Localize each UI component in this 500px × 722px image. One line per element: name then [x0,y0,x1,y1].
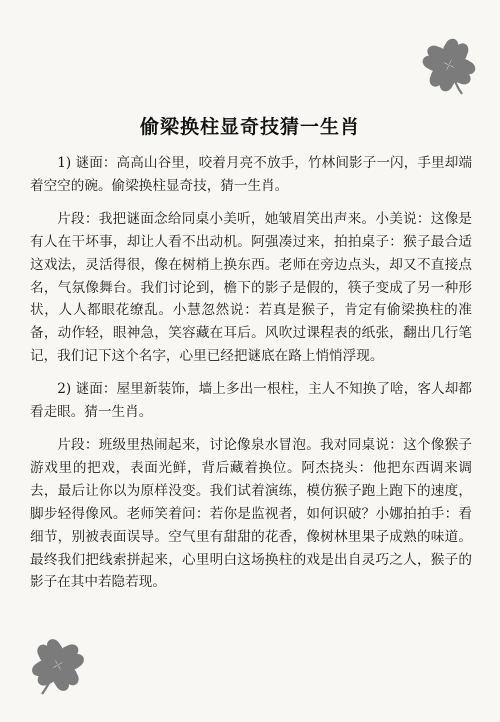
riddle-2-paragraph: 2) 谜面：屋里新装饰，墙上多出一根柱，主人不知换了啥，客人却都看走眼。猜一生肖。 [30,381,472,421]
article-body [30,152,472,594]
page-title: 偷梁换柱显奇技猜一生肖 [139,116,360,138]
four-leaf-clover-icon [418,34,480,96]
four-leaf-clover-icon [28,636,90,698]
excerpt-1-paragraph: 片段：我把谜面念给同桌小美听，她皱眉笑出声来。小美说：这像是有人在干坏事，却让人看不出动机。阿强凑过来，拍拍桌子：猴子最合适这戏法，灵活得很，像在树梢上换东西。老师在旁边点头，却又不直接点名，气氛像舞台。我们讨论到，檐下的影子是假的，筷子变成了另一种形状，人人都眼花缭乱。小慧忽然说：若真是猴子，肯定有偷梁换柱的准备，动作轻，眼神急，笑容藏在耳后。风吹过课程表的纸张，翻出几行笔记，我们记下这个名字，心里已经把谜底在路上悄悄浮现。 [30,210,472,365]
riddle-1-paragraph: 1) 谜面：高高山谷里，咬着月亮不放手，竹林间影子一闪，手里却端着空空的碗。偷梁换柱显奇技，猜一生肖。 [30,155,472,194]
excerpt-2-paragraph: 片段：班级里热闹起来，讨论像泉水冒泡。我对同桌说：这个像猴子游戏里的把戏，表面光鲜，背后藏着换位。阿杰挠头：他把东西调来调去，最后让你以为原样没变。我们试着演练，模仿猴子跑上跑下的速度，脚步轻得像风。老师笑着问：若你是监视者，如何识破？小娜拍拍手：看细节，别被表面误导。空气里有甜甜的花香，像树林里果子成熟的味道。最终我们把线索拼起来，心里明白这场换柱的戏是出自灵巧之人，猴子的影子在其中若隐若现。 [30,436,472,591]
